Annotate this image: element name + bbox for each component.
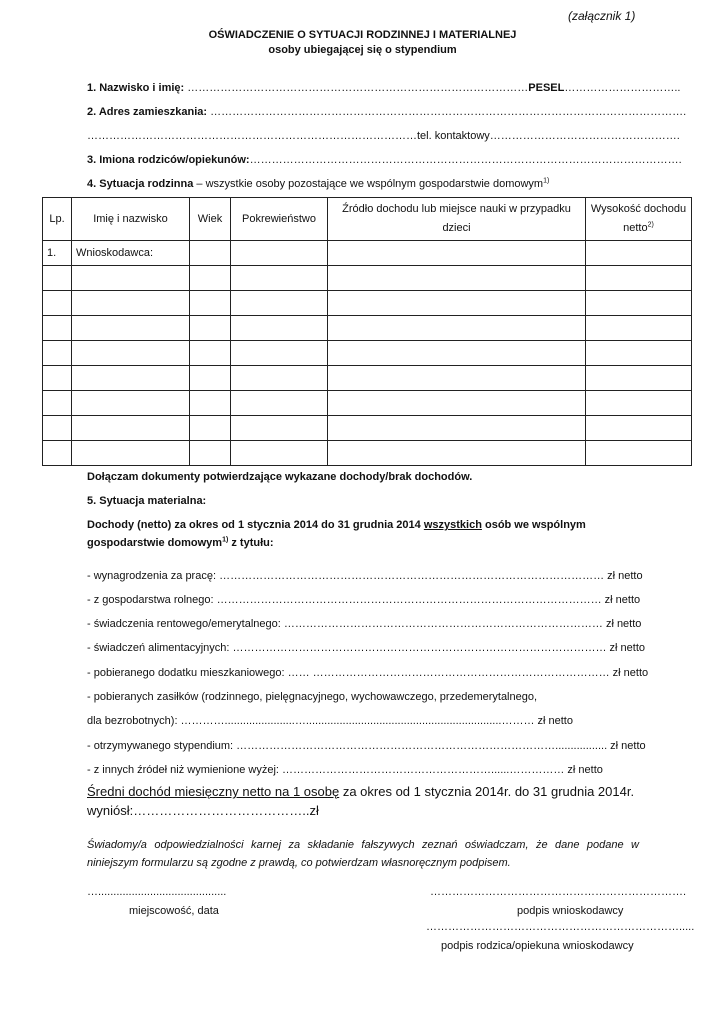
table-cell[interactable] — [586, 266, 692, 291]
header-relation: Pokrewieństwo — [231, 198, 328, 241]
footnote-marker: 1) — [222, 536, 229, 544]
footnote-marker: 2) — [647, 221, 654, 229]
table-cell[interactable] — [43, 441, 72, 466]
table-cell[interactable] — [328, 441, 586, 466]
table-cell[interactable] — [43, 316, 72, 341]
table-cell[interactable] — [328, 291, 586, 316]
table-cell[interactable] — [43, 266, 72, 291]
footnote-marker: 1) — [543, 177, 550, 185]
table-cell[interactable] — [328, 266, 586, 291]
table-cell[interactable] — [586, 316, 692, 341]
table-cell[interactable] — [328, 416, 586, 441]
table-cell[interactable] — [231, 316, 328, 341]
table-cell[interactable] — [72, 391, 190, 416]
average-income-line1 — [87, 784, 634, 799]
table-cell[interactable] — [72, 266, 190, 291]
name-pesel-row — [87, 82, 680, 94]
table-cell[interactable] — [190, 416, 231, 441]
table-cell[interactable] — [43, 391, 72, 416]
page-title: OŚWIADCZENIE O SYTUACJI RODZINNEJ I MATERIALNEJ — [208, 29, 517, 41]
header-source: Źródło dochodu lub miejsce nauki w przypadku dzieci — [328, 198, 586, 241]
table-cell[interactable] — [231, 391, 328, 416]
name-label: 1. Nazwisko i imię: — [87, 82, 185, 94]
table-cell[interactable] — [328, 391, 586, 416]
table-cell[interactable] — [190, 441, 231, 466]
pesel-field[interactable]: ………………………….. — [564, 82, 681, 94]
table-cell[interactable] — [586, 366, 692, 391]
address-phone-row — [87, 130, 680, 142]
income-intro-text: gospodarstwie domowym — [87, 537, 223, 549]
applicant-signature-line[interactable]: ……………………………………………………………. — [430, 886, 687, 898]
page-subtitle: osoby ubiegającej się o stypendium — [268, 44, 457, 56]
income-item-pension[interactable]: - świadczenia rentowego/emerytalnego: …………………………………………………………………………… zł netto — [87, 618, 642, 630]
phone-field[interactable]: ……………………………………………. — [489, 130, 680, 142]
attach-docs-note: Dołączam dokumenty potwierdzające wykazane dochody/brak dochodów. — [87, 471, 473, 483]
phone-label: tel. kontaktowy — [417, 130, 490, 142]
name-field[interactable]: ………………………………………………………………………………… — [187, 82, 529, 94]
average-income-field[interactable]: wyniósł:…………………………………..zł — [87, 803, 319, 818]
income-intro-emphasis: wszystkich — [423, 519, 482, 531]
income-intro-text: z tytułu: — [228, 537, 274, 549]
address-field[interactable]: …………………………………………………………………………………………………………………. — [210, 106, 687, 118]
income-intro-line1 — [87, 519, 586, 531]
parent-signature-label: podpis rodzica/opiekuna wnioskodawcy — [441, 940, 634, 952]
table-row — [43, 241, 692, 266]
average-income-label: Średni dochód miesięczny netto na 1 osobę — [87, 784, 340, 799]
table-cell[interactable] — [190, 341, 231, 366]
table-cell[interactable] — [231, 341, 328, 366]
table-cell[interactable] — [231, 241, 328, 266]
income-item-housing[interactable]: - pobieranego dodatku mieszkaniowego: …… ……………………………………………………………………… zł netto — [87, 667, 649, 679]
income-item-alimony[interactable]: - świadczeń alimentacyjnych: ………………………………………………………………………………………… zł netto — [87, 642, 646, 654]
table-cell[interactable] — [190, 241, 231, 266]
header-name: Imię i nazwisko — [72, 198, 190, 241]
table-cell[interactable] — [231, 441, 328, 466]
table-row — [43, 266, 692, 291]
income-intro-text: Dochody (netto) za okres od 1 stycznia 2014 do 31 grudnia 2014 — [87, 519, 424, 531]
family-desc: – wszystkie osoby pozostające we wspólnym gospodarstwie domowym — [193, 178, 544, 190]
table-cell[interactable] — [190, 366, 231, 391]
income-intro-line2 — [87, 537, 274, 549]
table-cell[interactable] — [43, 416, 72, 441]
table-cell[interactable] — [43, 341, 72, 366]
table-cell[interactable] — [72, 441, 190, 466]
income-item-farm[interactable]: - z gospodarstwa rolnego: …………………………………………………………………………………………… zł netto — [87, 594, 641, 606]
parents-field[interactable]: ………………………………………………………………………………………………………. — [249, 154, 682, 166]
table-row — [43, 291, 692, 316]
place-date-line[interactable]: ….......................................... — [87, 886, 227, 898]
table-row — [43, 441, 692, 466]
family-label: 4. Sytuacja rodzinna — [87, 178, 194, 190]
table-cell[interactable] — [190, 266, 231, 291]
table-row — [43, 366, 692, 391]
table-cell[interactable] — [43, 366, 72, 391]
table-cell[interactable] — [586, 291, 692, 316]
header-lp: Lp. — [43, 198, 72, 241]
table-cell[interactable] — [231, 416, 328, 441]
table-cell[interactable] — [72, 316, 190, 341]
table-cell[interactable] — [72, 341, 190, 366]
table-row — [43, 416, 692, 441]
applicant-signature-label: podpis wnioskodawcy — [517, 905, 624, 917]
header-income-label: Wysokość dochodu netto — [590, 203, 687, 234]
table-cell[interactable] — [586, 416, 692, 441]
table-cell[interactable] — [231, 291, 328, 316]
family-heading — [87, 178, 549, 190]
table-cell[interactable] — [43, 291, 72, 316]
income-item-salary[interactable]: - wynagrodzenia za pracę: …………………………………………………………………………………………… zł netto — [87, 570, 643, 582]
header-income — [586, 198, 692, 241]
family-table — [42, 197, 692, 466]
table-cell[interactable] — [190, 291, 231, 316]
table-header-row — [43, 198, 692, 241]
table-cell: 1. — [43, 241, 72, 266]
declaration-text: Świadomy/a odpowiedzialności karnej za składanie fałszywych zeznań oświadczam, że dane podane w niniejszym formularzu są zgodne z prawdą, co potwierdzam własnoręcznym podpisem. — [87, 839, 639, 869]
table-cell[interactable] — [328, 316, 586, 341]
table-cell: Wnioskodawca: — [72, 241, 190, 266]
pesel-label: PESEL — [528, 82, 565, 94]
income-intro-text: osób we wspólnym — [481, 519, 586, 531]
table-cell[interactable] — [586, 341, 692, 366]
parents-row — [87, 154, 682, 166]
table-cell[interactable] — [586, 391, 692, 416]
place-date-label: miejscowość, data — [129, 905, 219, 917]
table-cell[interactable] — [586, 441, 692, 466]
address-field-line2[interactable]: ……………………………………………………………………………… — [87, 130, 417, 142]
average-income-period: za okres od 1 stycznia 2014r. do 31 grudnia 2014r. — [339, 784, 635, 799]
attachment-note: (załącznik 1) — [568, 9, 636, 23]
income-item-benefits-cont[interactable]: dla bezrobotnych): ………….......................…................................................................……… zł netto — [87, 715, 573, 727]
table-cell[interactable] — [190, 391, 231, 416]
table-cell[interactable] — [190, 316, 231, 341]
header-age: Wiek — [190, 198, 231, 241]
income-item-other[interactable]: - z innych źródeł niż wymienione wyżej: …………………………………………………......…………… zł netto — [87, 764, 603, 776]
table-cell[interactable] — [72, 416, 190, 441]
table-cell[interactable] — [328, 366, 586, 391]
address-label: 2. Adres zamieszkania: — [87, 106, 208, 118]
table-row — [43, 391, 692, 416]
table-cell[interactable] — [72, 291, 190, 316]
table-cell[interactable] — [328, 241, 586, 266]
table-row — [43, 316, 692, 341]
table-cell[interactable] — [586, 241, 692, 266]
table-row — [43, 341, 692, 366]
table-cell[interactable] — [231, 266, 328, 291]
table-cell[interactable] — [231, 366, 328, 391]
address-row — [87, 106, 686, 118]
parent-signature-line[interactable]: ……………………………………………………………..... — [426, 921, 695, 933]
table-cell[interactable] — [72, 366, 190, 391]
material-heading: 5. Sytuacja materialna: — [87, 495, 207, 507]
income-item-benefits: - pobieranych zasiłków (rodzinnego, pielęgnacyjnego, wychowawczego, przedemerytalnego, — [87, 691, 538, 703]
income-item-scholarship[interactable]: - otrzymywanego stypendium: ……………………………………………………………………………................. zł netto — [87, 740, 646, 752]
parents-label: 3. Imiona rodziców/opiekunów: — [87, 154, 250, 166]
table-cell[interactable] — [328, 341, 586, 366]
